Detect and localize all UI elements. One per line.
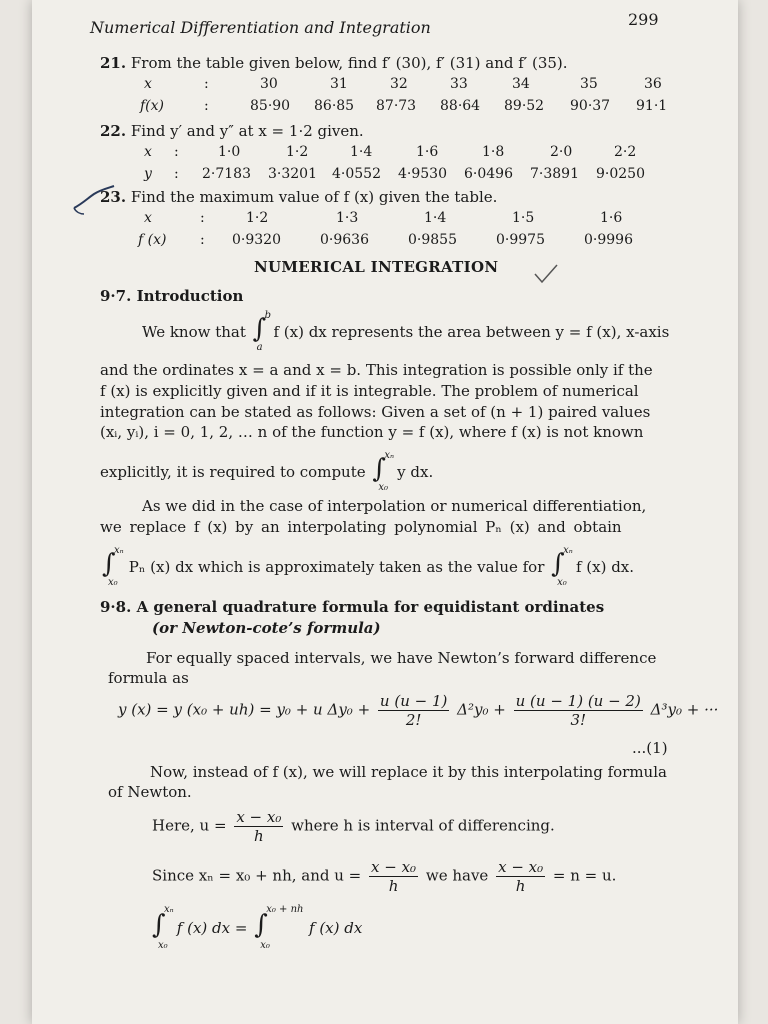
integral-x0-xn: ∫ xₙ x₀ bbox=[372, 450, 395, 493]
section-9-7-number: 9·7. bbox=[100, 287, 132, 305]
newton-line-2: formula as bbox=[108, 669, 189, 687]
q23-sep: : bbox=[200, 232, 205, 248]
q23-fx-3: 0·9975 bbox=[496, 232, 545, 248]
definition-text: Here, u = bbox=[152, 816, 227, 835]
section-title: NUMERICAL INTEGRATION bbox=[254, 258, 499, 276]
q22-y-3: 4·9530 bbox=[398, 166, 447, 182]
q22-y-4: 6·0496 bbox=[464, 166, 513, 182]
q23-number: 23. bbox=[100, 188, 127, 206]
q22-x-4: 1·8 bbox=[482, 144, 505, 160]
intro-line-7: As we did in the case of interpolation or numerical differentiation, bbox=[142, 497, 647, 515]
intro-line-3: f (x) is explicitly given and if it is integrable. The problem of numerical bbox=[100, 382, 639, 400]
newton-line-3: Now, instead of f (x), we will replace it by this interpolating formula bbox=[150, 763, 667, 781]
integral-x0-xn: ∫ xₙ x₀ bbox=[152, 904, 174, 951]
q23-sep: : bbox=[200, 210, 205, 226]
intro-text: Pₙ (x) dx which is approximately taken as the value for bbox=[128, 558, 545, 576]
q21-number: 21. bbox=[100, 54, 127, 72]
intro-line-5: (xᵢ, yᵢ), i = 0, 1, 2, … n of the function y = f (x), where f (x) is not known bbox=[100, 423, 644, 441]
substitution-text: f (x) dx bbox=[309, 919, 363, 937]
fraction-denominator: h bbox=[388, 877, 399, 895]
section-9-7-heading bbox=[100, 287, 243, 305]
intro-text: f (x) dx. bbox=[575, 558, 635, 576]
integral-lower-limit: x₀ bbox=[158, 940, 168, 951]
q22-number: 22. bbox=[100, 122, 127, 140]
q23-fx-4: 0·9996 bbox=[584, 232, 633, 248]
q23-x-label: x bbox=[144, 210, 152, 226]
q22-x-1: 1·2 bbox=[286, 144, 309, 160]
intro-text: y dx. bbox=[397, 463, 434, 481]
section-9-8-number: 9·8. bbox=[100, 598, 132, 616]
textbook-page bbox=[32, 0, 738, 1024]
q22-y-5: 7·3891 bbox=[530, 166, 579, 182]
fraction-u bbox=[234, 808, 283, 845]
newton-forward-formula bbox=[118, 692, 718, 729]
intro-line-9 bbox=[100, 545, 635, 588]
section-9-8-title: A general quadrature formula for equidistant ordinates bbox=[136, 598, 605, 616]
fraction-u bbox=[369, 858, 418, 895]
q21-x-3: 33 bbox=[450, 76, 468, 92]
intro-text: We know that bbox=[142, 323, 246, 341]
equation-number: ...(1) bbox=[632, 739, 668, 757]
intro-text: f (x) dx represents the area between y = f (x), x-axis bbox=[273, 323, 670, 341]
q22-x-5: 2·0 bbox=[550, 144, 573, 160]
q22-sep: : bbox=[174, 166, 179, 182]
integral-lower-limit: x₀ bbox=[260, 940, 270, 951]
fraction-denominator: 3! bbox=[570, 711, 587, 729]
q23-text: Find the maximum value of f (x) given the table. bbox=[130, 188, 498, 206]
integral-upper-limit: x₀ + nh bbox=[266, 904, 304, 915]
integral-x0-xn: ∫ xₙ x₀ bbox=[102, 545, 124, 588]
q23-fx-0: 0·9320 bbox=[232, 232, 281, 248]
page-number: 299 bbox=[628, 10, 659, 29]
q21-x-0: 30 bbox=[260, 76, 278, 92]
formula-lhs: y (x) = y (x₀ + uh) = y₀ + u Δy₀ + bbox=[118, 700, 371, 719]
fraction-numerator: u (u − 1) bbox=[379, 692, 448, 710]
intro-line-4: integration can be stated as follows: Given a set of (n + 1) paired values bbox=[100, 403, 651, 421]
fraction-denominator: h bbox=[254, 827, 264, 845]
integral-a-b: ∫ b a bbox=[252, 310, 272, 353]
q22-x-6: 2·2 bbox=[614, 144, 637, 160]
fraction-numerator: x − x₀ bbox=[371, 858, 417, 876]
q21-x-4: 34 bbox=[512, 76, 530, 92]
q23-fx-label: f (x) bbox=[138, 232, 167, 248]
q23-x-0: 1·2 bbox=[246, 210, 269, 226]
integral-x0-xn: ∫ xₙ x₀ bbox=[551, 545, 573, 588]
fraction-numerator: x − x₀ bbox=[498, 858, 544, 876]
definition-text: where h is interval of differencing. bbox=[291, 816, 555, 835]
fraction-numerator: x − x₀ bbox=[236, 808, 282, 826]
section-9-8-heading bbox=[100, 598, 604, 616]
q21-fx-6: 91·1 bbox=[636, 98, 668, 114]
check-mark-icon bbox=[532, 262, 560, 286]
q21-fx-2: 87·73 bbox=[376, 98, 417, 114]
q22-y-label: y bbox=[144, 166, 152, 182]
q23-x-3: 1·5 bbox=[512, 210, 535, 226]
section-9-7-title: Introduction bbox=[136, 287, 244, 305]
q23-x-2: 1·4 bbox=[424, 210, 447, 226]
intro-line-8: we replace f (x) by an interpolating polynomial Pₙ (x) and obtain bbox=[100, 518, 622, 536]
integral-upper-limit: xₙ bbox=[164, 904, 174, 915]
newton-line-4: of Newton. bbox=[108, 783, 192, 801]
since-text: Since xₙ = x₀ + nh, and u = bbox=[152, 866, 362, 885]
q21-x-label: x bbox=[144, 76, 152, 92]
q21-text: From the table given below, find f′ (30), f′ (31) and f′ (35). bbox=[130, 54, 568, 72]
q22-y-2: 4·0552 bbox=[332, 166, 381, 182]
substitution-text: f (x) dx = bbox=[176, 919, 248, 937]
q21-sep: : bbox=[204, 98, 209, 114]
q22-y-6: 9·0250 bbox=[596, 166, 645, 182]
since-text: we have bbox=[425, 866, 489, 885]
integral-x0-x0-plus-nh: ∫ x₀ + nh x₀ bbox=[254, 904, 304, 951]
formula-term: Δ²y₀ + bbox=[457, 700, 506, 719]
q22-x-label: x bbox=[144, 144, 152, 160]
fraction-numerator: u (u − 1) (u − 2) bbox=[515, 692, 641, 710]
intro-text: explicitly, it is required to compute bbox=[100, 463, 366, 481]
since-line bbox=[152, 858, 616, 895]
definition-u bbox=[152, 808, 555, 845]
q22-text: Find y′ and y″ at x = 1·2 given. bbox=[130, 122, 364, 140]
q21-fx-1: 86·85 bbox=[314, 98, 355, 114]
running-title: Numerical Differentiation and Integration bbox=[90, 18, 431, 37]
q21-fx-label: f(x) bbox=[140, 98, 165, 114]
q22-x-3: 1·6 bbox=[416, 144, 439, 160]
fraction-term-2 bbox=[378, 692, 449, 729]
q21-fx-3: 88·64 bbox=[440, 98, 481, 114]
q23-statement bbox=[100, 188, 497, 206]
since-text: = n = u. bbox=[552, 866, 617, 885]
integral-substitution bbox=[150, 904, 363, 951]
q21-x-6: 36 bbox=[644, 76, 662, 92]
q22-x-0: 1·0 bbox=[218, 144, 241, 160]
intro-line-1 bbox=[142, 310, 670, 353]
q23-fx-1: 0·9636 bbox=[320, 232, 369, 248]
q22-statement bbox=[100, 122, 364, 140]
section-9-8-subtitle: (or Newton-cote’s formula) bbox=[152, 619, 381, 637]
q21-fx-0: 85·90 bbox=[250, 98, 291, 114]
fraction-term-3 bbox=[514, 692, 643, 729]
intro-line-6 bbox=[100, 450, 434, 493]
q22-x-2: 1·4 bbox=[350, 144, 373, 160]
q21-sep: : bbox=[204, 76, 209, 92]
formula-term: Δ³y₀ + ··· bbox=[650, 700, 719, 719]
q22-sep: : bbox=[174, 144, 179, 160]
intro-line-2: and the ordinates x = a and x = b. This integration is possible only if the bbox=[100, 361, 653, 379]
q23-fx-2: 0·9855 bbox=[408, 232, 457, 248]
fraction-u bbox=[496, 858, 545, 895]
q22-y-1: 3·3201 bbox=[268, 166, 317, 182]
q22-y-0: 2·7183 bbox=[202, 166, 251, 182]
q21-x-5: 35 bbox=[580, 76, 598, 92]
q21-x-2: 32 bbox=[390, 76, 408, 92]
q21-x-1: 31 bbox=[330, 76, 348, 92]
q21-fx-4: 89·52 bbox=[504, 98, 545, 114]
q23-x-4: 1·6 bbox=[600, 210, 623, 226]
q23-x-1: 1·3 bbox=[336, 210, 359, 226]
q21-fx-5: 90·37 bbox=[570, 98, 611, 114]
fraction-denominator: 2! bbox=[405, 711, 422, 729]
q21-statement bbox=[100, 54, 568, 72]
fraction-denominator: h bbox=[515, 877, 526, 895]
newton-line-1: For equally spaced intervals, we have Newton’s forward difference bbox=[146, 649, 657, 667]
